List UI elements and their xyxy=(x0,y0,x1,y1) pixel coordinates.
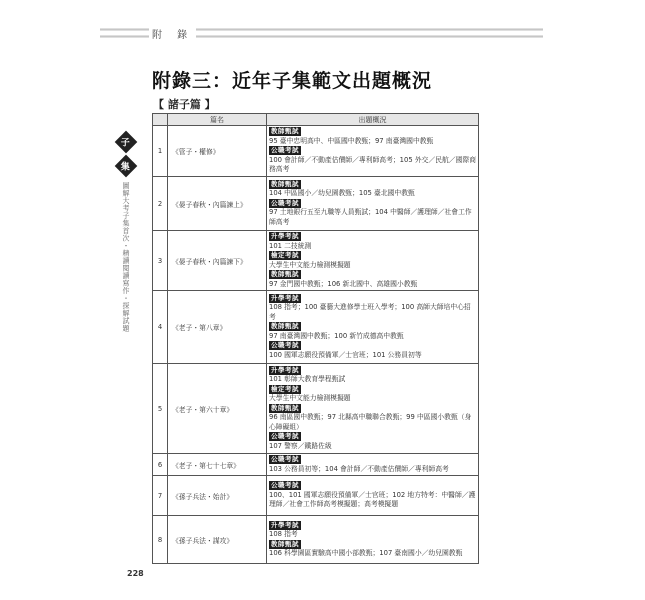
exam-type-tag: 公職考試 xyxy=(271,432,299,441)
row-number: 6 xyxy=(153,454,168,476)
exam-type-tag: 教師甄試 xyxy=(271,127,299,136)
table-row xyxy=(153,454,479,476)
exam-list: 96 南區國中教甄；97 北縣高中職聯合教甄；99 中區國小教甄（身心障礙組） xyxy=(269,413,472,431)
exam-type-tag: 教師甄試 xyxy=(271,270,299,278)
exam-details xyxy=(267,516,479,564)
chapter-name: 《管子・權修》 xyxy=(168,126,267,177)
exam-type-tag: 檢定考試 xyxy=(271,251,299,259)
exam-type-tag: 升學考試 xyxy=(271,293,299,302)
exam-details xyxy=(267,231,479,291)
exam-list: 大學生中文能力檢測模擬題 xyxy=(269,260,351,269)
exam-type-tag: 公職考試 xyxy=(271,198,299,207)
exam-list: 108 指考 xyxy=(269,530,298,538)
chapter-name: 《老子・第七十七章》 xyxy=(168,454,267,476)
table-row xyxy=(153,291,479,364)
exam-details xyxy=(267,177,479,231)
exam-type-tag: 教師甄試 xyxy=(271,179,299,188)
exam-details xyxy=(267,476,479,516)
chapter-name: 《老子・第八章》 xyxy=(168,291,267,364)
exam-type-tag: 教師甄試 xyxy=(271,403,299,412)
exam-list: 104 中區國小／幼兒園教甄；105 臺北國中教甄 xyxy=(269,189,415,198)
chapter-name: 《晏子春秋・內篇諫上》 xyxy=(168,177,267,231)
col-header-detail: 出題概況 xyxy=(267,114,479,126)
exam-list: 108 指考；100 臺藝大進修學士班入學考；100 高師大師培中心招考 xyxy=(269,303,471,321)
row-number: 5 xyxy=(153,364,168,454)
exam-list: 95 臺中忠明高中、中區國中教甄；97 南臺灣國中教甄 xyxy=(269,136,434,145)
exam-type-tag: 升學考試 xyxy=(271,520,299,529)
side-banner xyxy=(115,130,137,332)
row-number: 3 xyxy=(153,231,168,291)
exam-table xyxy=(152,113,479,564)
page-title: 附錄三：近年子集範文出題概況 xyxy=(152,70,433,92)
row-number: 8 xyxy=(153,516,168,564)
exam-type-tag: 教師甄試 xyxy=(271,539,299,548)
col-header-name: 篇名 xyxy=(168,114,267,126)
exam-details xyxy=(267,291,479,364)
col-header-num xyxy=(153,114,168,126)
exam-type-tag: 檢定考試 xyxy=(271,384,299,393)
chapter-name: 《老子・第六十章》 xyxy=(168,364,267,454)
chapter-name: 《晏子春秋・內篇諫下》 xyxy=(168,231,267,291)
exam-list: 97 金門國中教甄；106 新北國中、高雄國小教甄 xyxy=(269,279,418,288)
exam-list: 103 公務員初等；104 會計師／不動產估價師／專利師高考 xyxy=(269,464,449,473)
exam-type-tag: 升學考試 xyxy=(271,232,299,240)
exam-list: 106 科學園區實驗高中國小部教甄；107 臺南國小／幼兒園教甄 xyxy=(269,549,463,557)
row-number: 2 xyxy=(153,177,168,231)
exam-list: 101 二技統測 xyxy=(269,241,312,250)
row-number: 1 xyxy=(153,126,168,177)
exam-details xyxy=(267,454,479,476)
exam-type-tag: 公職考試 xyxy=(271,341,299,350)
section-subtitle: 【 諸子篇 】 xyxy=(153,98,216,111)
exam-type-tag: 公職考試 xyxy=(271,455,299,463)
exam-type-tag: 教師甄試 xyxy=(271,322,299,331)
table-row xyxy=(153,231,479,291)
exam-type-tag: 升學考試 xyxy=(271,365,299,374)
emblem-icon: 子 xyxy=(115,131,138,154)
emblem-icon: 集 xyxy=(115,155,138,178)
exam-type-tag: 公職考試 xyxy=(271,146,299,155)
table-row xyxy=(153,516,479,564)
exam-type-tag: 公職考試 xyxy=(271,481,299,490)
exam-list: 100、101 國軍志願役預備軍／士官班；102 地方特考：中醫師／護理師／社會工作師高考模擬題；高考模擬題 xyxy=(269,490,476,509)
side-banner-text: 圖解大考子集首次・精讀閱讀寫作・探解試題 xyxy=(122,182,130,332)
exam-details xyxy=(267,364,479,454)
table-row xyxy=(153,126,479,177)
row-number: 4 xyxy=(153,291,168,364)
chapter-name: 《孫子兵法・謀攻》 xyxy=(168,516,267,564)
exam-list: 100 會計師／不動產估價師／專利師高考；105 外交／民航／國際商務高考 xyxy=(269,155,476,174)
exam-list: 107 警察／鐵路佐級 xyxy=(269,441,332,450)
table-row xyxy=(153,177,479,231)
table-header-row xyxy=(153,114,479,126)
page-number: 228 xyxy=(127,569,144,578)
exam-list: 100 國軍志願役預備軍／士官班；101 公務員初等 xyxy=(269,350,422,359)
table-row xyxy=(153,364,479,454)
running-header: 附 錄 xyxy=(149,26,196,41)
exam-list: 97 南臺灣國中教甄；100 新竹成德高中教甄 xyxy=(269,331,404,340)
exam-list: 大學生中文能力檢測模擬題 xyxy=(269,394,351,403)
exam-details xyxy=(267,126,479,177)
exam-list: 97 土地銀行五至九職等人員甄試；104 中醫師／護理師／社會工作師高考 xyxy=(269,208,472,226)
table-row xyxy=(153,476,479,516)
exam-list: 101 彰師大教育學程甄試 xyxy=(269,375,346,384)
chapter-name: 《孫子兵法・始計》 xyxy=(168,476,267,516)
row-number: 7 xyxy=(153,476,168,516)
